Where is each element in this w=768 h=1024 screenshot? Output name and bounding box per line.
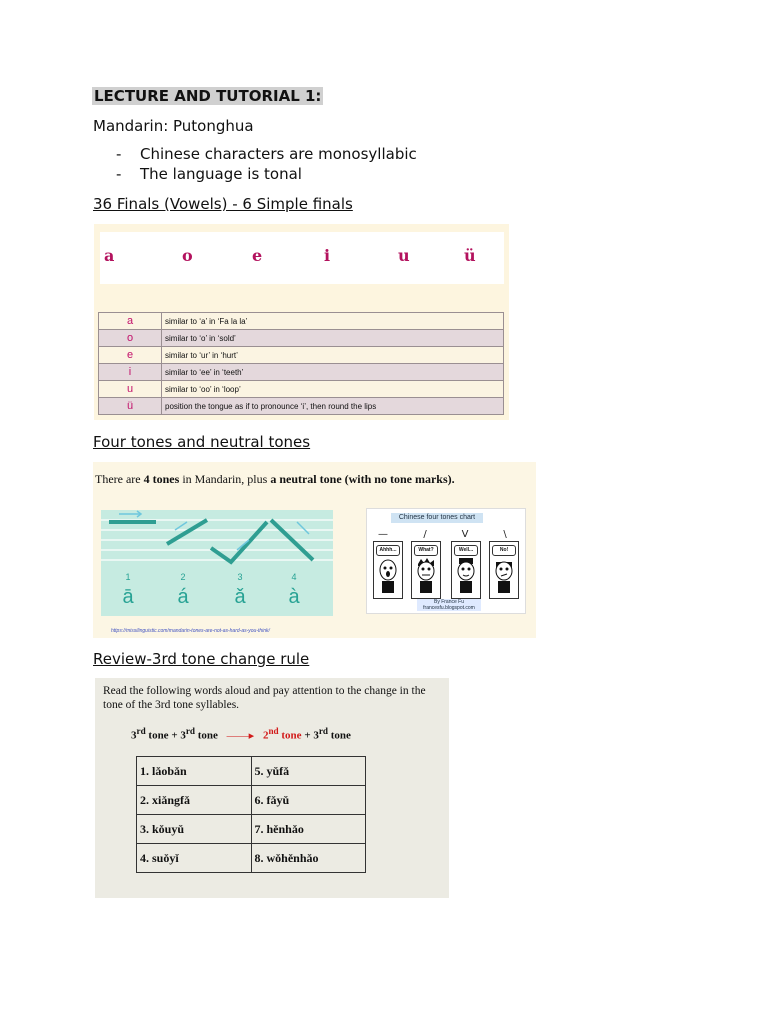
arrow-icon: ——▸ xyxy=(226,729,255,742)
section-rule-heading: Review-3rd tone change rule xyxy=(93,650,310,668)
table-row: o similar to ‘o’ in ‘sold’ xyxy=(99,330,504,347)
table-row: e similar to ‘ur’ in ‘hurt’ xyxy=(99,347,504,364)
tone-change-rule: 3rd tone + 3rd tone ——▸ 2nd tone + 3rd tone xyxy=(131,726,351,742)
tone-pinyin: à xyxy=(288,586,300,608)
bullet-list xyxy=(116,144,417,184)
face-icon xyxy=(494,558,514,594)
table-row: a similar to ‘a’ in ‘Fa la la’ xyxy=(99,313,504,330)
cartoon-panel xyxy=(411,541,441,599)
vowel-label: u xyxy=(398,246,410,265)
face-icon xyxy=(378,558,398,594)
tone-mark: \ xyxy=(503,529,507,540)
cartoon-panel xyxy=(373,541,403,599)
section-finals-heading: 36 Finals (Vowels) - 6 Simple finals xyxy=(93,195,353,213)
tones-intro: There are 4 tones in Mandarin, plus a neutral tone (with no tone marks). xyxy=(95,472,455,486)
tone-mark: / xyxy=(423,529,427,540)
vowel-label: e xyxy=(252,246,263,265)
word-table xyxy=(136,756,366,873)
cartoon-panel xyxy=(489,541,519,599)
speech-bubble: No! xyxy=(492,545,516,556)
tone-mark: V xyxy=(461,529,469,540)
finals-figure xyxy=(94,224,509,420)
tones-cartoon-chart xyxy=(366,508,526,614)
tone-pinyin: ā xyxy=(122,586,134,608)
table-row: 2. xiǎngfǎ 6. fǎyǔ xyxy=(137,786,366,815)
tone-pinyin: ǎ xyxy=(234,586,246,608)
table-row: ü position the tongue as if to pronounce ‘i’, then round the lips xyxy=(99,398,504,415)
vowel-strip xyxy=(100,232,504,284)
tone-number: 3 xyxy=(237,572,243,582)
cartoon-panel xyxy=(451,541,481,599)
chart-credit: By France Fu francesfu.blogspot.com xyxy=(417,599,481,611)
rule-instruction: Read the following words aloud and pay attention to the change in the tone of the 3rd tone syllables. xyxy=(103,685,426,711)
tone-number: 1 xyxy=(125,572,131,582)
vowel-label: i xyxy=(324,246,331,265)
table-row: 1. lǎobǎn 5. yǔfǎ xyxy=(137,757,366,786)
source-link: https://missilinguistic.com/mandarin-tones-are-not-as-hard-as-you-think/ xyxy=(111,628,270,634)
tone-number: 2 xyxy=(180,572,186,582)
list-item: - The language is tonal xyxy=(116,165,302,183)
vowel-label: o xyxy=(182,246,193,265)
chart-title: Chinese four tones chart xyxy=(391,513,483,523)
section-tones-heading: Four tones and neutral tones xyxy=(93,433,311,451)
table-row: 4. suǒyǐ 8. wǒhěnhǎo xyxy=(137,844,366,873)
vowel-label: ü xyxy=(464,246,476,265)
tones-figure xyxy=(93,462,536,638)
face-icon xyxy=(416,558,436,594)
speech-bubble: What? xyxy=(414,545,438,556)
finals-table xyxy=(98,312,504,415)
vowel-label: a xyxy=(104,246,115,265)
tone-mark: — xyxy=(378,529,388,540)
tone-contour-panel xyxy=(101,510,333,616)
table-row: 3. kǒuyǔ 7. hěnhǎo xyxy=(137,815,366,844)
speech-bubble: Well... xyxy=(454,545,478,556)
table-row: u similar to ‘oo’ in ‘loop’ xyxy=(99,381,504,398)
tone-number: 4 xyxy=(291,572,297,582)
face-icon xyxy=(456,558,476,594)
tone-pinyin: á xyxy=(177,586,189,608)
speech-bubble: Ahhh... xyxy=(376,545,400,556)
list-item: - Chinese characters are monosyllabic xyxy=(116,145,417,163)
subtitle: Mandarin: Putonghua xyxy=(93,117,254,135)
table-row: i similar to ‘ee’ in ‘teeth’ xyxy=(99,364,504,381)
lecture-heading: LECTURE AND TUTORIAL 1: xyxy=(94,87,322,105)
tone-rule-figure xyxy=(95,678,449,898)
